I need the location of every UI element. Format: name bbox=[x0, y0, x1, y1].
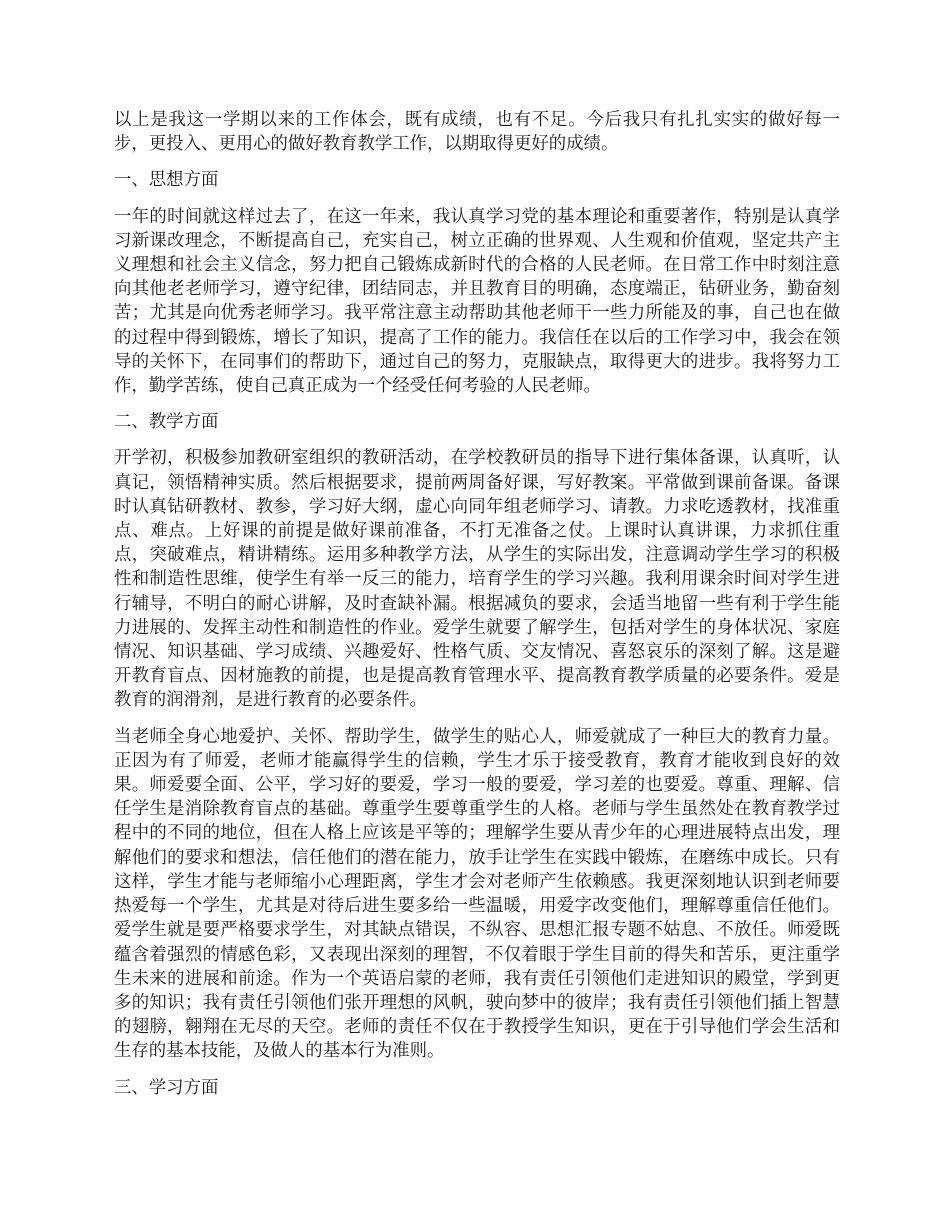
section-heading-study: 三、学习方面 bbox=[114, 1077, 219, 1098]
paragraph-teacher-love: 当老师全身心地爱护、关怀、帮助学生，做学生的贴心人，师爱就成了一种巨大的教育力量。正因为有了师爱，老师才能赢得学生的信赖，学生才乐于接受教育，教育才能收到良好的效果。师爱要全面、公平，学习好的要爱，学习一般的要爱，学习差的也要爱。尊重、理解、信任学生是消除教育盲点的基础。尊重学生要尊重学生的人格。老师与学生虽然处在教育教学过程中的不同的地位，但在人格上应该是平等的；理解学生要从青少年的心理进展特点出发，理解他们的要求和想法，信任他们的潜在能力，放手让学生在实践中锻炼，在磨练中成长。只有这样，学生才能与老师缩小心理距离，学生才会对老师产生依赖感。我更深刻地认识到老师要热爱每一个学生，尤其是对待后进生要多给一些温暖，用爱字改变他们，理解尊重信任他们。爱学生就是要严格要求学生，对其缺点错误，不纵容、思想汇报专题不姑息、不放任。师爱既蕴含着强烈的情感色彩，又表现出深刻的理智，不仅着眼于学生目前的得失和苦乐，更注重学生未来的进展和前途。作为一个英语启蒙的老师，我有责任引领他们走进知识的殿堂，学到更多的知识；我有责任引领他们张开理想的风帆，驶向梦中的彼岸；我有责任引领他们插上智慧的翅膀，翱翔在无尽的天空。老师的责任不仅在于教授学生知识，更在于引导他们学会生活和生存的基本技能，及做人的基本行为准则。 bbox=[114, 726, 840, 1062]
paragraph-summary: 以上是我这一学期以来的工作体会，既有成绩，也有不足。今后我只有扎扎实实的做好每一步，更投入、更用心的做好教育教学工作，以期取得更好的成绩。 bbox=[114, 110, 840, 155]
paragraph-thought: 一年的时间就这样过去了，在这一年来，我认真学习党的基本理论和重要著作，特别是认真学习新课改理念，不断提高自己，充实自己，树立正确的世界观、人生观和价值观，坚定共产主义理想和社会主义信念，努力把自己锻炼成新时代的合格的人民老师。在日常工作中时刻注意向其他老老师学习，遵守纪律，团结同志，并且教育目的明确，态度端正，钻研业务，勤奋刻苦；尤其是向优秀老师学习。我平常注意主动帮助其他老师干一些力所能及的事，自己也在做的过程中得到锻炼，增长了知识，提高了工作的能力。我信任在以后的工作学习中，我会在领导的关怀下，在同事们的帮助下，通过自己的努力，克服缺点，取得更大的进步。我将努力工作，勤学苦练，使自己真正成为一个经受任何考验的人民老师。 bbox=[114, 206, 840, 397]
document-page bbox=[114, 108, 840, 1112]
section-heading-thought: 一、思想方面 bbox=[114, 170, 219, 191]
section-heading-teaching: 二、教学方面 bbox=[114, 412, 219, 433]
paragraph-teaching: 开学初，积极参加教研室组织的教研活动，在学校教研员的指导下进行集体备课，认真听，认真记，领悟精神实质。然后根据要求，提前两周备好课，写好教案。平常做到课前备课。备课时认真钻研教材、教参，学习好大纲，虚心向同年组老师学习、请教。力求吃透教材，找准重点、难点。上好课的前提是做好课前准备，不打无准备之仗。上课时认真讲课，力求抓住重点，突破难点，精讲精练。运用多种教学方法，从学生的实际出发，注意调动学生学习的积极性和制造性思维，使学生有举一反三的能力，培育学生的学习兴趣。我利用课余时间对学生进行辅导，不明白的耐心讲解，及时查缺补漏。根据减负的要求，会适当地留一些有利于学生能力进展的、发挥主动性和制造性的作业。爱学生就要了解学生，包括对学生的身体状况、家庭情况、知识基础、学习成绩、兴趣爱好、性格气质、交友情况、喜怒哀乐的深刻了解。这是避开教育盲点、因材施教的前提，也是提高教育管理水平、提高教育教学质量的必要条件。爱是教育的润滑剂，是进行教育的必要条件。 bbox=[114, 448, 840, 711]
